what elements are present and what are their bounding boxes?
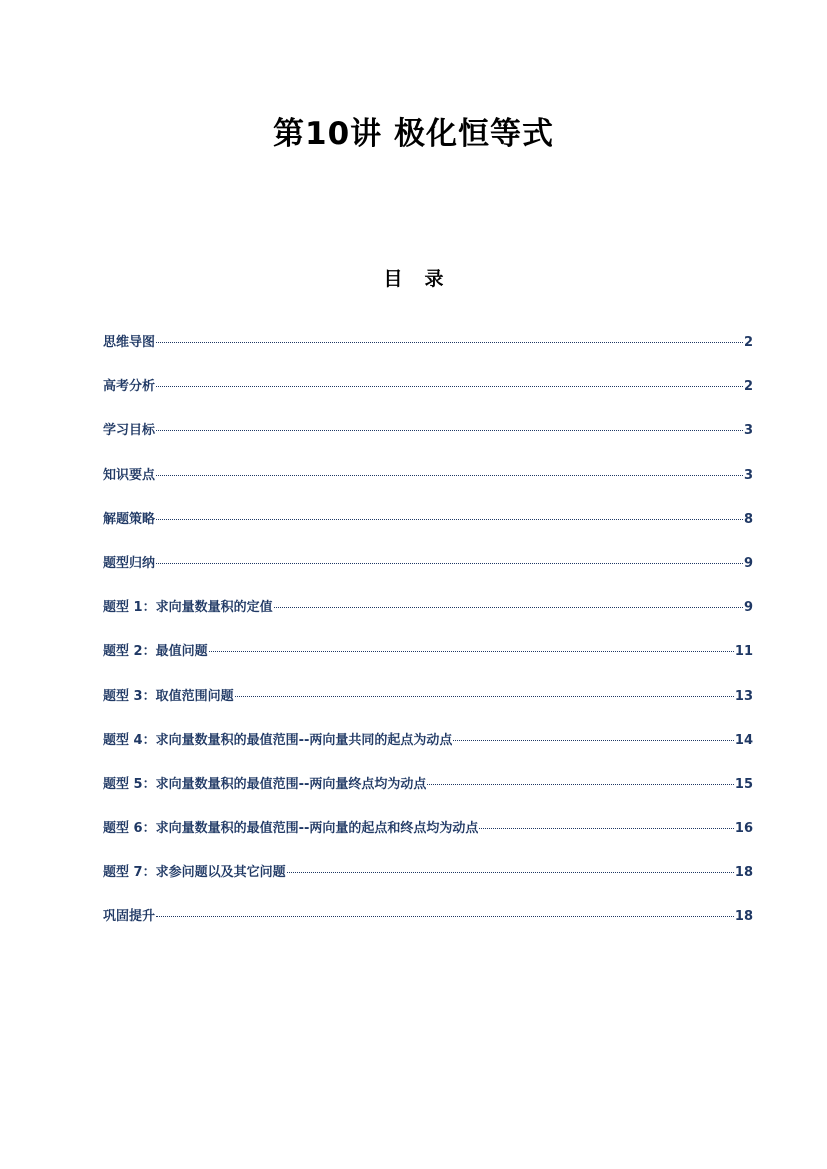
toc-entry-page-number: 8: [743, 511, 753, 527]
toc-dot-leader: [156, 466, 743, 476]
toc-entry-page-number: 9: [743, 600, 753, 616]
toc-entry-page-number: 18: [734, 909, 753, 925]
toc-entry-label: 题型 1：求向量数量积的定值: [103, 600, 273, 616]
toc-entry[interactable]: [103, 464, 753, 508]
toc-entry[interactable]: [103, 640, 753, 684]
toc-entry-label: 题型 3：取值范围问题: [103, 688, 234, 704]
toc-dot-leader: [156, 510, 743, 520]
toc-entry-page-number: 2: [743, 379, 753, 395]
toc-dot-leader: [427, 775, 734, 785]
toc-entry-label: 题型 4：求向量数量积的最值范围--两向量共同的起点为动点: [103, 732, 453, 748]
toc-dot-leader: [453, 731, 734, 741]
toc-entry-label: 巩固提升: [103, 909, 156, 925]
toc-entry-page-number: 11: [734, 644, 753, 660]
table-of-contents: [103, 331, 753, 950]
toc-entry-label: 题型 5：求向量数量积的最值范围--两向量终点均为动点: [103, 776, 427, 792]
toc-entry-label: 题型 6：求向量数量积的最值范围--两向量的起点和终点均为动点: [103, 821, 479, 837]
toc-dot-leader: [479, 819, 734, 829]
toc-entry[interactable]: [103, 596, 753, 640]
toc-entry-label: 题型 2：最值问题: [103, 644, 208, 660]
toc-entry[interactable]: [103, 729, 753, 773]
toc-entry-label: 高考分析: [103, 379, 156, 395]
toc-heading: 目录: [383, 268, 466, 290]
toc-entry-page-number: 3: [743, 467, 753, 483]
toc-entry-label: 学习目标: [103, 423, 156, 439]
toc-entry-label: 题型归纳: [103, 555, 156, 571]
toc-entry[interactable]: [103, 685, 753, 729]
toc-entry-page-number: 9: [743, 555, 753, 571]
toc-dot-leader: [274, 598, 743, 608]
toc-entry[interactable]: [103, 773, 753, 817]
toc-dot-leader: [287, 863, 734, 873]
toc-dot-leader: [209, 642, 734, 652]
toc-entry-page-number: 14: [734, 732, 753, 748]
toc-entry-page-number: 18: [734, 865, 753, 881]
toc-dot-leader: [156, 554, 743, 564]
toc-entry-page-number: 3: [743, 423, 753, 439]
toc-entry-page-number: 13: [734, 688, 753, 704]
toc-dot-leader: [156, 333, 743, 343]
toc-dot-leader: [156, 907, 734, 917]
toc-entry-label: 知识要点: [103, 467, 156, 483]
toc-entry[interactable]: [103, 552, 753, 596]
toc-dot-leader: [156, 421, 743, 431]
document-title: 第10讲 极化恒等式: [273, 116, 554, 152]
toc-entry[interactable]: [103, 905, 753, 949]
toc-entry[interactable]: [103, 861, 753, 905]
toc-entry-label: 思维导图: [103, 335, 156, 350]
toc-dot-leader: [235, 687, 734, 697]
toc-entry[interactable]: [103, 331, 753, 375]
toc-entry-page-number: 15: [734, 776, 753, 792]
toc-entry[interactable]: [103, 508, 753, 552]
toc-entry-page-number: 16: [734, 821, 753, 837]
toc-dot-leader: [156, 377, 743, 387]
toc-entry[interactable]: [103, 817, 753, 861]
toc-entry-label: 题型 7：求参问题以及其它问题: [103, 865, 286, 881]
toc-entry[interactable]: [103, 419, 753, 463]
toc-entry-page-number: 2: [743, 335, 753, 350]
toc-entry-label: 解题策略: [103, 511, 156, 527]
toc-entry[interactable]: [103, 375, 753, 419]
